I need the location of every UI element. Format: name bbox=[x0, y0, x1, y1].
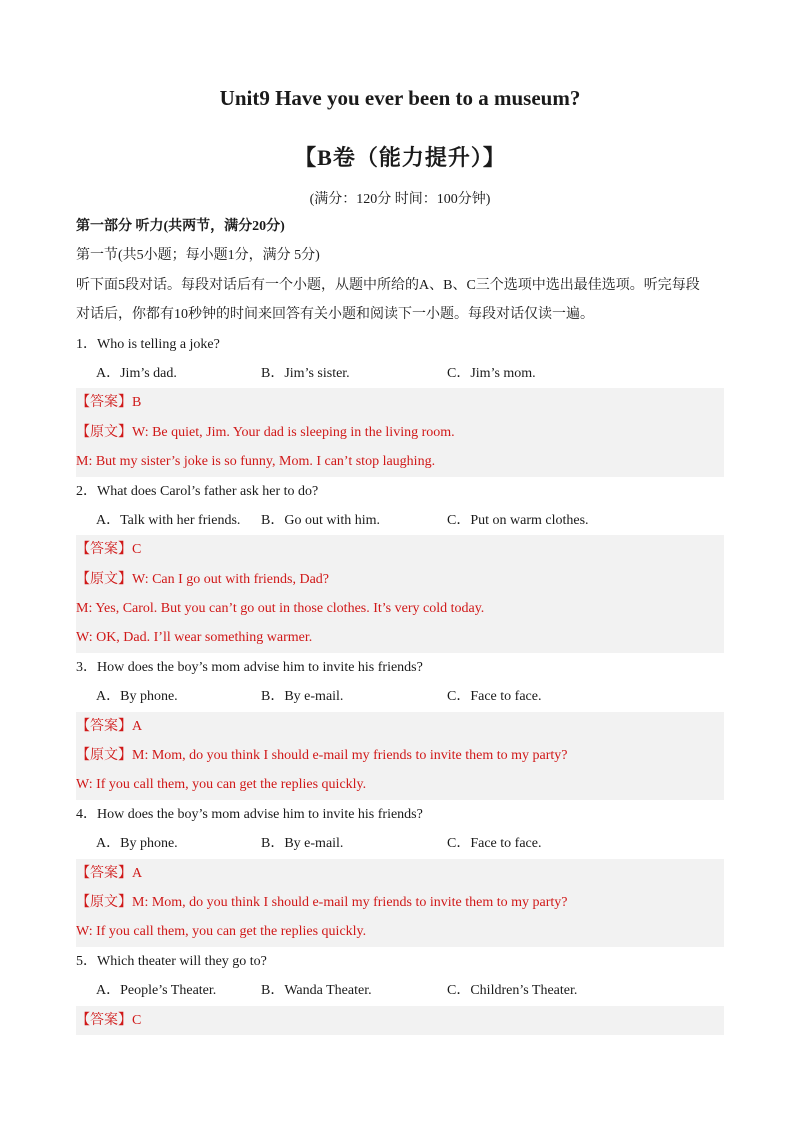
option-b: B．Jim’s sister. bbox=[261, 365, 350, 381]
transcript-text: M: Mom, do you think I should e-mail my friends to invite them to my party? bbox=[132, 748, 568, 764]
transcript-label: 【原文】 bbox=[76, 894, 132, 910]
transcript-text: M: Mom, do you think I should e-mail my friends to invite them to my party? bbox=[132, 894, 568, 910]
transcript-label: 【原文】 bbox=[76, 424, 132, 440]
option-a: A．By phone. bbox=[96, 689, 178, 705]
question-stem: 2．What does Carol’s father ask her to do? bbox=[76, 483, 319, 499]
question-stem: 4．How does the boy’s mom advise him to invite his friends? bbox=[76, 806, 423, 822]
question-1 bbox=[76, 330, 724, 477]
answer-key: 【答案】B bbox=[76, 395, 142, 411]
question-options bbox=[76, 829, 724, 858]
answer-key: 【答案】C bbox=[76, 1012, 142, 1028]
answer-block bbox=[76, 1006, 724, 1035]
instructions-line-2: 对话后，你都有10秒钟的时间来回答有关小题和阅读下一小题。每段对话仅读一遍。 bbox=[76, 307, 594, 323]
transcript-text: W: Can I go out with friends, Dad? bbox=[132, 571, 329, 587]
question-stem: 5．Which theater will they go to? bbox=[76, 953, 267, 969]
option-b: B．By e-mail. bbox=[261, 689, 344, 705]
transcript-line: W: If you call them, you can get the replies quickly. bbox=[76, 777, 367, 793]
transcript-text: W: Be quiet, Jim. Your dad is sleeping in the living room. bbox=[132, 424, 455, 440]
transcript-label: 【原文】 bbox=[76, 748, 132, 764]
question-3 bbox=[76, 653, 724, 800]
part-title: 第一部分 听力(共两节，满分20分) bbox=[76, 219, 285, 234]
question-options bbox=[76, 976, 724, 1005]
option-a: A．Talk with her friends. bbox=[96, 512, 241, 528]
section-subtitle: 第一节(共5小题；每小题1分，满分 5分) bbox=[76, 248, 320, 264]
paper-subtitle: 【B卷（能力提升）】 bbox=[294, 145, 506, 170]
transcript-line: M: But my sister’s joke is so funny, Mom. I can’t stop laughing. bbox=[76, 454, 436, 470]
option-b: B．By e-mail. bbox=[261, 836, 344, 852]
transcript-line: M: Yes, Carol. But you can’t go out in those clothes. It’s very cold today. bbox=[76, 601, 485, 617]
option-c: C．Children’s Theater. bbox=[447, 983, 578, 999]
question-stem: 1．Who is telling a joke? bbox=[76, 336, 220, 352]
answer-key: 【答案】C bbox=[76, 542, 142, 558]
transcript-line bbox=[76, 418, 724, 447]
answer-block bbox=[76, 859, 724, 947]
question-options bbox=[76, 359, 724, 388]
transcript-line: W: If you call them, you can get the replies quickly. bbox=[76, 924, 367, 940]
answer-key: 【答案】A bbox=[76, 865, 143, 881]
transcript-line: W: OK, Dad. I’ll wear something warmer. bbox=[76, 630, 313, 646]
answer-block bbox=[76, 712, 724, 800]
score-time-info: (满分：120分 时间：100分钟) bbox=[309, 192, 491, 207]
page-title: Unit9 Have you ever been to a museum? bbox=[219, 86, 581, 110]
option-a: A．Jim’s dad. bbox=[96, 365, 177, 381]
option-a: A．People’s Theater. bbox=[96, 983, 217, 999]
instructions-line-1: 听下面5段对话。每段对话后有一个小题，从题中所给的A、B、C三个选项中选出最佳选项。听完每段 bbox=[76, 277, 700, 293]
question-options bbox=[76, 506, 724, 535]
option-b: B．Wanda Theater. bbox=[261, 983, 372, 999]
transcript-label: 【原文】 bbox=[76, 571, 132, 587]
question-options bbox=[76, 682, 724, 711]
option-c: C．Face to face. bbox=[447, 689, 542, 705]
transcript-line bbox=[76, 888, 724, 917]
option-c: C．Put on warm clothes. bbox=[447, 512, 589, 528]
transcript-line bbox=[76, 565, 724, 594]
option-c: C．Face to face. bbox=[447, 836, 542, 852]
transcript-line bbox=[76, 741, 724, 770]
question-stem: 3．How does the boy’s mom advise him to invite his friends? bbox=[76, 659, 423, 675]
option-a: A．By phone. bbox=[96, 836, 178, 852]
question-4 bbox=[76, 800, 724, 947]
option-c: C．Jim’s mom. bbox=[447, 365, 536, 381]
exam-content bbox=[76, 212, 724, 1035]
option-b: B．Go out with him. bbox=[261, 512, 381, 528]
answer-block bbox=[76, 535, 724, 653]
question-2 bbox=[76, 477, 724, 653]
question-5 bbox=[76, 947, 724, 1035]
answer-key: 【答案】A bbox=[76, 718, 143, 734]
answer-block bbox=[76, 388, 724, 476]
